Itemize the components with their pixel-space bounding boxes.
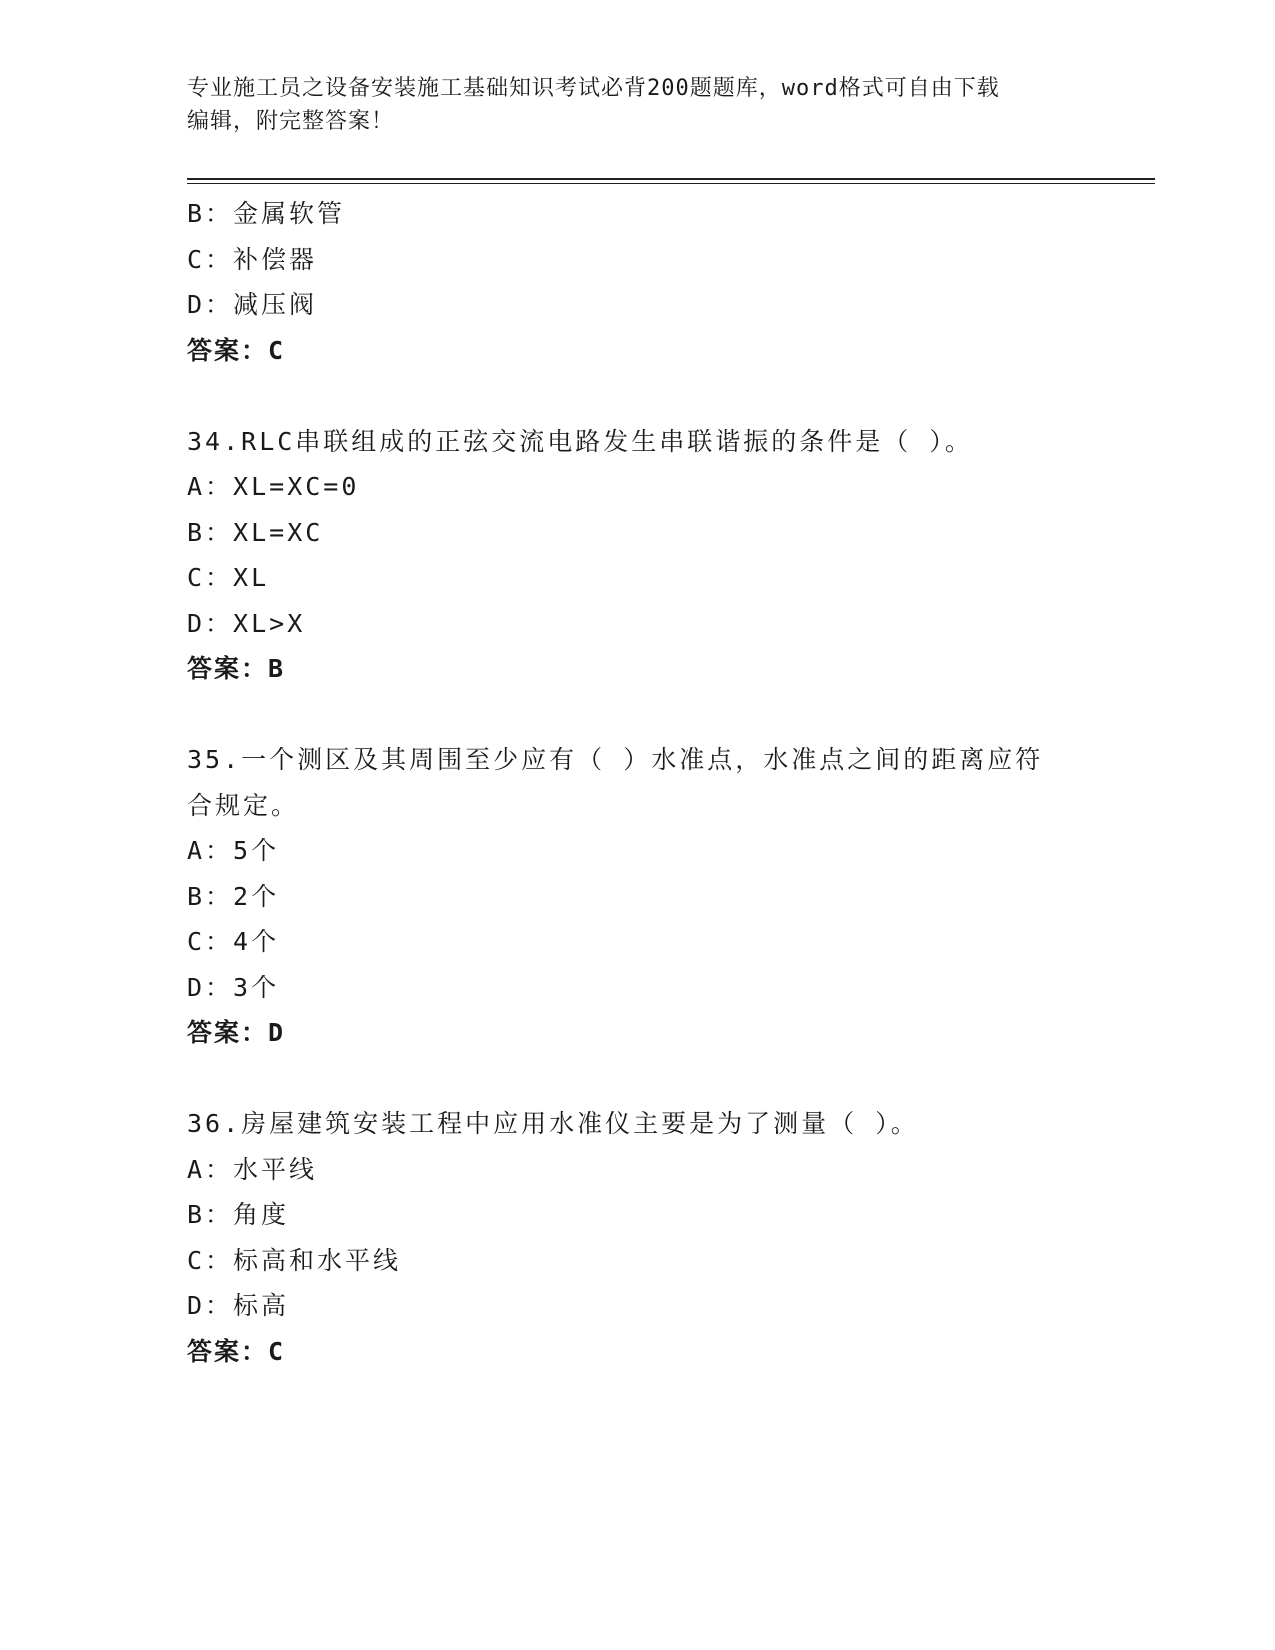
answer-line: 答案：B [187, 654, 286, 683]
option-b: B：角度 [187, 1200, 290, 1229]
option-c: C：标高和水平线 [187, 1245, 402, 1275]
header-divider-thick [187, 178, 1155, 180]
option-a: A：5个 [187, 836, 280, 865]
header-divider-thin [187, 183, 1155, 184]
question-block-35 [187, 737, 1087, 1056]
spacer [187, 1056, 1087, 1102]
option-a: A：XL=XC=0 [187, 472, 360, 501]
question-block-36 [187, 1101, 1087, 1374]
question-title-line-1: 35.一个测区及其周围至少应有（ ）水准点，水准点之间的距离应符 [187, 745, 1044, 774]
option-b: B：金属软管 [187, 199, 346, 228]
question-list [187, 191, 1087, 1374]
header-line-2: 编辑，附完整答案！ [187, 109, 395, 134]
question-block-34 [187, 419, 1087, 692]
option-d: D：3个 [187, 972, 280, 1002]
question-title: 36.房屋建筑安装工程中应用水准仪主要是为了测量（ ）。 [187, 1109, 919, 1138]
option-c: C：4个 [187, 927, 280, 956]
answer-line: 答案：D [187, 1018, 286, 1047]
answer-line: 答案：C [187, 335, 286, 365]
question-title: 34.RLC串联组成的正弦交流电路发生串联谐振的条件是（ ）。 [187, 426, 973, 456]
option-d: D：XL>X [187, 608, 306, 638]
option-d: D：标高 [187, 1291, 290, 1320]
spacer [187, 692, 1087, 738]
question-title-line-2: 合规定。 [187, 790, 300, 820]
document-header [187, 72, 1067, 138]
option-c: C：补偿器 [187, 244, 318, 274]
question-block-continued [187, 191, 1087, 373]
option-b: B：2个 [187, 881, 280, 911]
spacer [187, 373, 1087, 419]
header-line-1: 专业施工员之设备安装施工基础知识考试必背200题题库，word格式可自由下载 [187, 76, 1000, 101]
option-d: D：减压阀 [187, 290, 318, 319]
option-b: B：XL=XC [187, 517, 324, 547]
option-a: A：水平线 [187, 1154, 318, 1184]
option-c: C：XL [187, 563, 270, 592]
answer-line: 答案：C [187, 1336, 286, 1366]
